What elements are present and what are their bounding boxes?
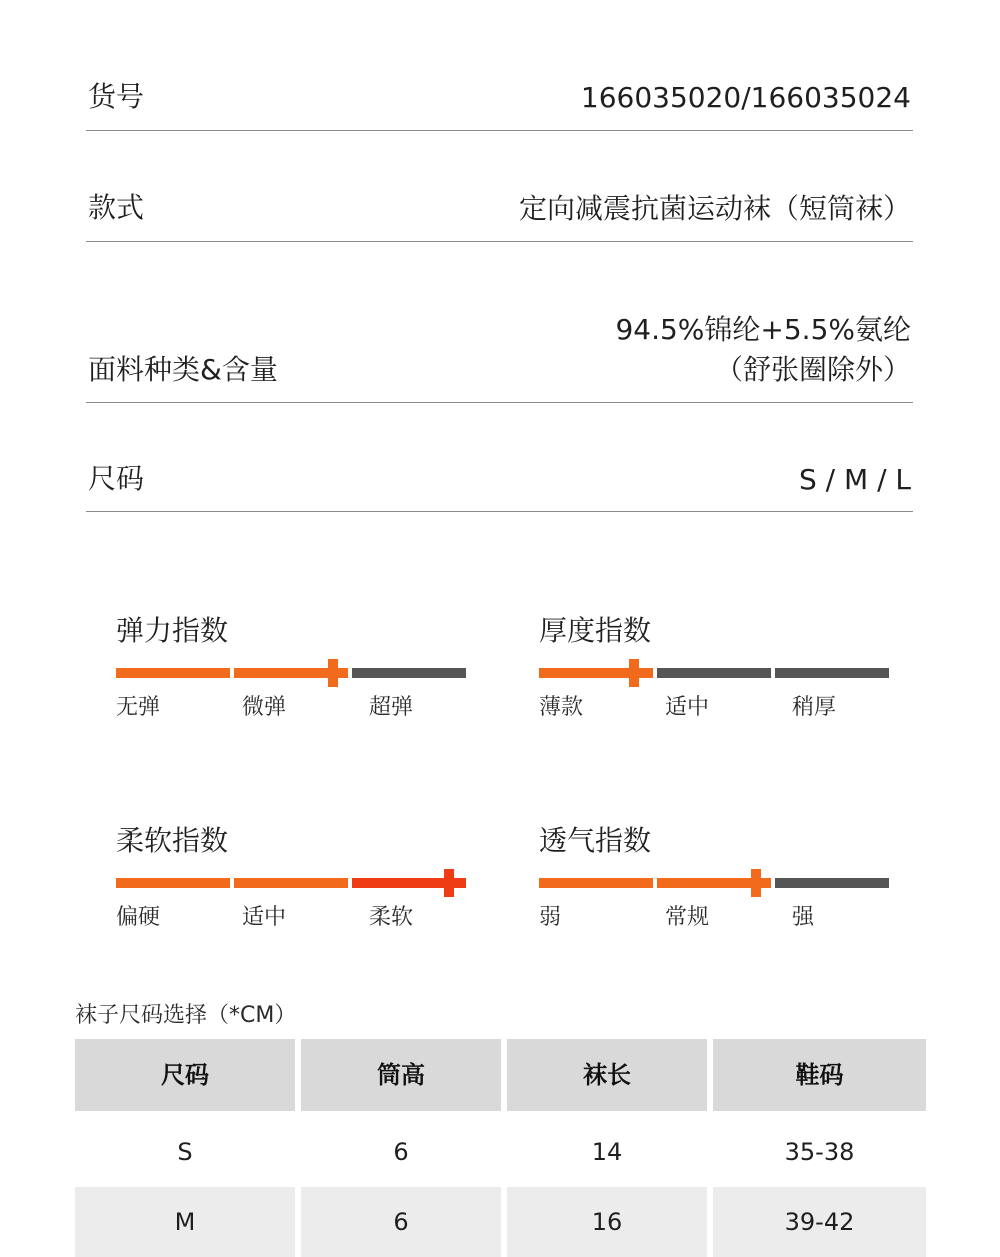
spec-label: 尺码	[88, 462, 145, 495]
spec-row-fabric	[86, 300, 913, 403]
spec-label: 款式	[88, 191, 145, 224]
index-title: 透气指数	[539, 824, 652, 857]
index-bar	[116, 878, 466, 888]
index-level-marker-cross	[436, 879, 462, 887]
table-cell: 39-42	[713, 1187, 926, 1257]
index-level-marker-cross	[621, 669, 647, 677]
index-level-marker-cross	[743, 879, 769, 887]
table-cell: M	[75, 1187, 295, 1257]
index-bar-segment	[657, 668, 771, 678]
table-header-size: 尺码	[75, 1039, 295, 1111]
index-title: 柔软指数	[116, 824, 229, 857]
index-bar	[539, 878, 889, 888]
spec-value	[581, 78, 911, 118]
table-header-shoe-size: 鞋码	[713, 1039, 926, 1111]
spec-value	[615, 310, 911, 390]
index-bar-segment	[116, 668, 230, 678]
table-cell: 14	[591, 1138, 623, 1166]
index-level-label: 无弹	[116, 695, 161, 720]
table-cell: 35-38	[784, 1138, 855, 1166]
spec-value-line: 166035020/166035024	[580, 81, 911, 114]
table-header-sock-length: 袜长	[507, 1039, 707, 1111]
index-level-label: 超弹	[369, 695, 414, 720]
index-level-label: 微弹	[242, 695, 287, 720]
index-breathability	[539, 824, 889, 944]
spec-label: 货号	[88, 80, 145, 113]
spec-row-style	[86, 181, 913, 242]
index-title: 厚度指数	[539, 614, 652, 647]
spec-row-size	[86, 452, 913, 512]
index-bar-segment	[539, 878, 653, 888]
index-bar-segment	[234, 878, 348, 888]
index-bar-segment	[116, 878, 230, 888]
index-bar	[539, 668, 889, 678]
spec-label: 面料种类&含量	[88, 353, 278, 386]
index-level-label: 适中	[242, 905, 287, 930]
index-title: 弹力指数	[116, 614, 229, 647]
spec-value	[519, 189, 911, 229]
spec-value-line: 定向减震抗菌运动袜（短筒袜）	[518, 192, 911, 225]
index-bar-segment	[775, 668, 889, 678]
index-bar	[116, 668, 466, 678]
spec-value	[799, 460, 911, 500]
index-level-label: 强	[792, 905, 815, 930]
table-cell: 6	[301, 1187, 501, 1257]
index-softness	[116, 824, 466, 944]
index-level-label: 柔软	[369, 905, 414, 930]
index-bar-segment	[352, 668, 466, 678]
size-table-caption: 袜子尺码选择（*CM）	[75, 1003, 297, 1028]
index-thickness	[539, 614, 889, 734]
table-cell: 16	[507, 1187, 707, 1257]
spec-row-item-number	[86, 70, 913, 131]
index-bar-segment	[775, 878, 889, 888]
table-cell: 6	[393, 1138, 409, 1166]
index-level-label: 适中	[665, 695, 710, 720]
index-level-label: 薄款	[539, 695, 584, 720]
table-cell: S	[177, 1138, 193, 1166]
spec-value-line: 94.5%锦纶+5.5%氨纶	[615, 313, 911, 346]
index-level-label: 稍厚	[792, 695, 837, 720]
table-header-cuff-height: 筒高	[301, 1039, 501, 1111]
index-elasticity	[116, 614, 466, 734]
index-level-label: 弱	[539, 905, 562, 930]
spec-value-line: S / M / L	[799, 463, 911, 496]
index-level-label: 常规	[665, 905, 710, 930]
index-level-label: 偏硬	[116, 905, 161, 930]
index-level-marker-cross	[320, 669, 346, 677]
spec-value-line: （舒张圈除外）	[714, 353, 911, 386]
